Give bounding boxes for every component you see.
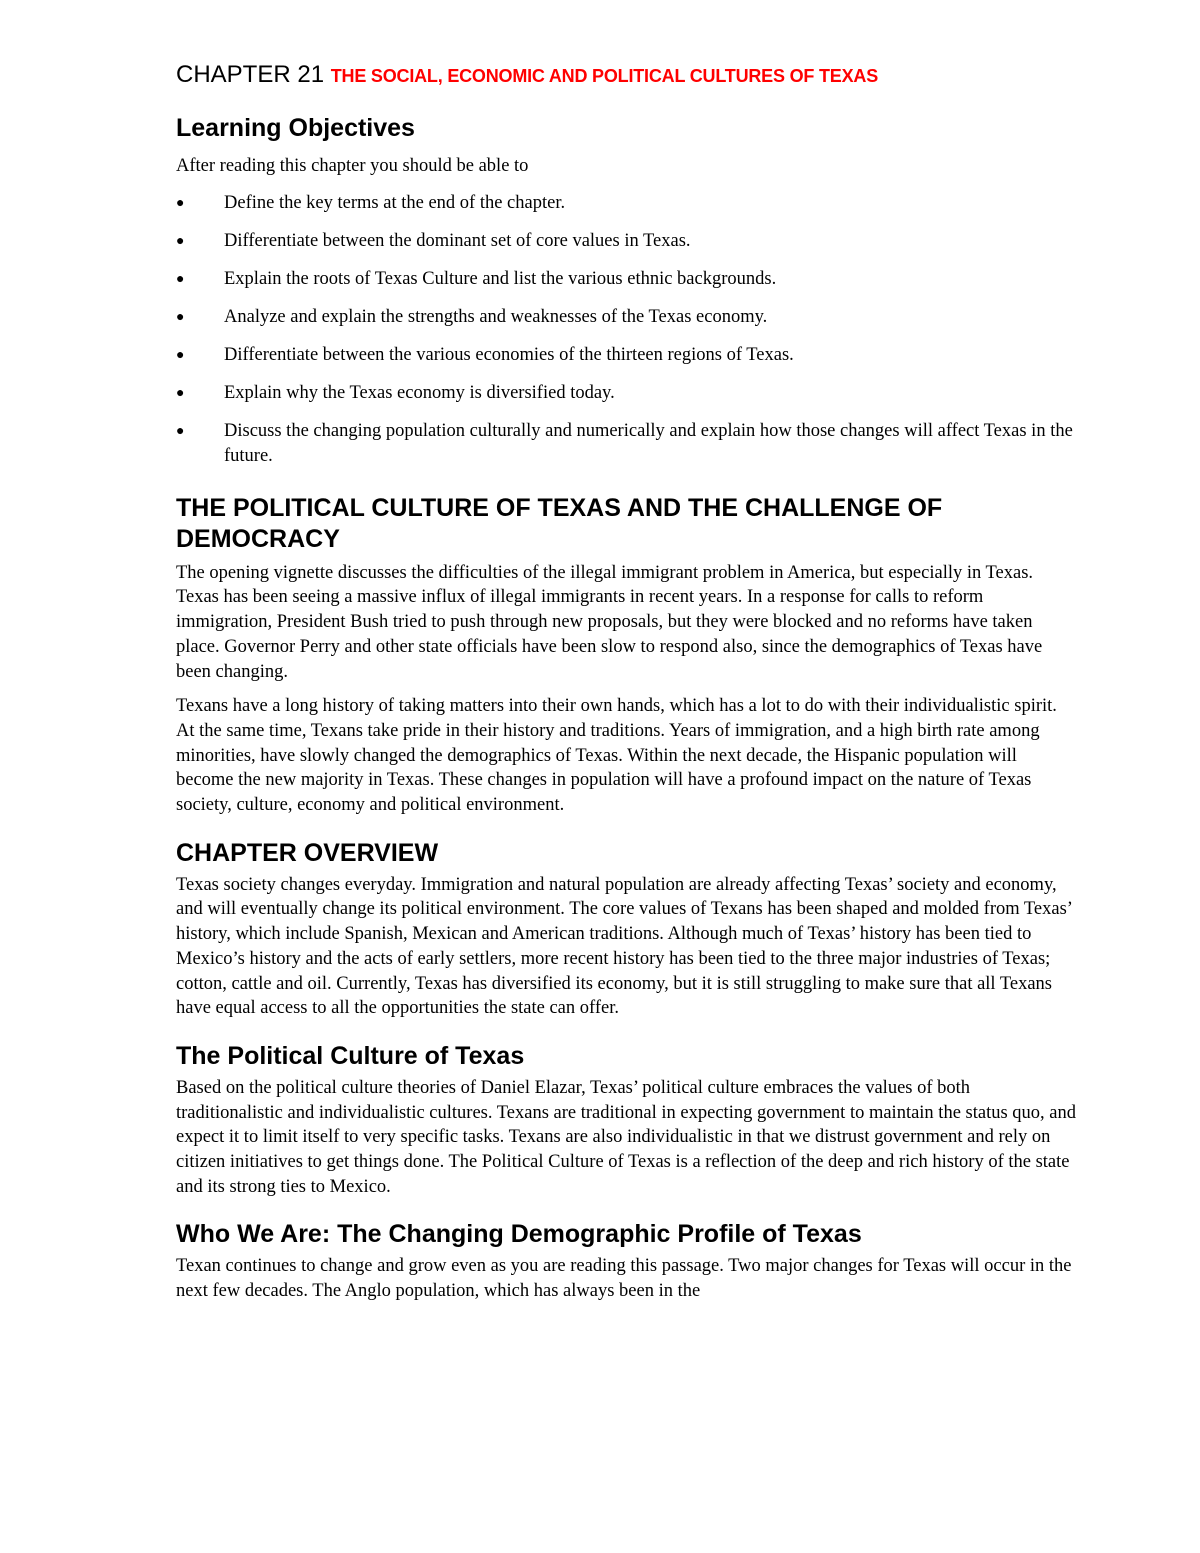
list-item: [176, 267, 1076, 292]
objective-text: Explain why the Texas economy is diversified today.: [224, 382, 615, 403]
chapter-label: CHAPTER 21: [176, 61, 325, 88]
body-paragraph: Texans have a long history of taking matters into their own hands, which has a lot to do with their individualistic spirit. At the same time, Texans take pride in their history and traditions. Years of immigration, and a high birth rate among minorities, have slowly changed the demographics of Texas. Within the next decade, the Hispanic population will become the new majority in Texas. These changes in population will have a profound impact on the nature of Texas society, culture, economy and political environment.: [176, 696, 1057, 816]
objective-text: Define the key terms at the end of the chapter.: [224, 192, 566, 213]
document-page: [176, 58, 1076, 1314]
bullet-icon: ●: [176, 195, 185, 211]
learning-objectives-intro: After reading this chapter you should be able to: [176, 156, 529, 176]
list-item: [176, 343, 1076, 368]
objective-text: Analyze and explain the strengths and weaknesses of the Texas economy.: [224, 306, 768, 327]
bullet-icon: ●: [176, 423, 185, 439]
objectives-list: [176, 191, 1076, 469]
objective-text: Differentiate between the various economies of the thirteen regions of Texas.: [224, 344, 794, 365]
body-paragraph: The opening vignette discusses the difficulties of the illegal immigrant problem in America, but especially in Texas. Texas has been seeing a massive influx of illegal immigrants in recent years. In a response for calls to reform immigration, President Bush tried to push through new proposals, but they were blocked and no reforms have taken place. Governor Perry and other state officials have been slow to respond also, since the demographics of Texas have been changing.: [176, 562, 1043, 682]
bullet-icon: ●: [176, 233, 185, 249]
list-item: [176, 381, 1076, 406]
chapter-overview-heading: CHAPTER OVERVIEW: [176, 838, 439, 867]
list-item: [176, 191, 1076, 216]
chapter-title: THE SOCIAL, ECONOMIC AND POLITICAL CULTURES OF TEXAS: [330, 66, 878, 86]
chapter-heading: [176, 58, 1076, 93]
list-item: [176, 305, 1076, 330]
objective-text: Differentiate between the dominant set of core values in Texas.: [224, 230, 691, 251]
bullet-icon: ●: [176, 347, 185, 363]
political-culture-challenge-heading: THE POLITICAL CULTURE OF TEXAS AND THE CHALLENGE OF DEMOCRACY: [176, 493, 943, 553]
body-paragraph: Texan continues to change and grow even as you are reading this passage. Two major changes for Texas will occur in the next few decades. The Anglo population, which has always been in the: [176, 1256, 1072, 1302]
who-we-are-heading: Who We Are: The Changing Demographic Profile of Texas: [176, 1220, 862, 1249]
chapter-overview-section: [176, 838, 1076, 1021]
list-item: [176, 229, 1076, 254]
list-item: [176, 419, 1076, 469]
bullet-icon: ●: [176, 271, 185, 287]
learning-objectives-heading: Learning Objectives: [176, 114, 415, 142]
learning-objectives-section: [176, 113, 1076, 469]
political-culture-section: [176, 1041, 1076, 1200]
body-paragraph: Texas society changes everyday. Immigration and natural population are already affecting Texas’ society and economy, and will eventually change its political environment. The core values of Texans has been shaped and molded from Texas’ history, which include Spanish, Mexican and American traditions. Although much of Texas’ history has been tied to Mexico’s history and the acts of early settlers, more recent history has been tied to the three major industries of Texas; cotton, cattle and oil. Currently, Texas has diversified its economy, but it is still struggling to make sure that all Texans have equal access to all the opportunities the state can offer.: [176, 874, 1072, 1019]
bullet-icon: ●: [176, 309, 185, 325]
political-culture-heading: The Political Culture of Texas: [176, 1041, 525, 1070]
objective-text: Discuss the changing population culturally and numerically and explain how those changes will affect Texas in the future.: [224, 420, 1073, 466]
body-paragraph: Based on the political culture theories of Daniel Elazar, Texas’ political culture embraces the values of both traditionalistic and individualistic cultures. Texans are traditional in expecting government to maintain the status quo, and expect it to limit itself to very specific tasks. Texans are also individualistic in that we distrust government and rely on citizen initiatives to get things done. The Political Culture of Texas is a reflection of the deep and rich history of the state and its strong ties to Mexico.: [176, 1077, 1077, 1197]
political-culture-challenge-section: [176, 493, 1076, 818]
objective-text: Explain the roots of Texas Culture and list the various ethnic backgrounds.: [224, 268, 777, 289]
who-we-are-section: [176, 1219, 1076, 1303]
bullet-icon: ●: [176, 385, 185, 401]
